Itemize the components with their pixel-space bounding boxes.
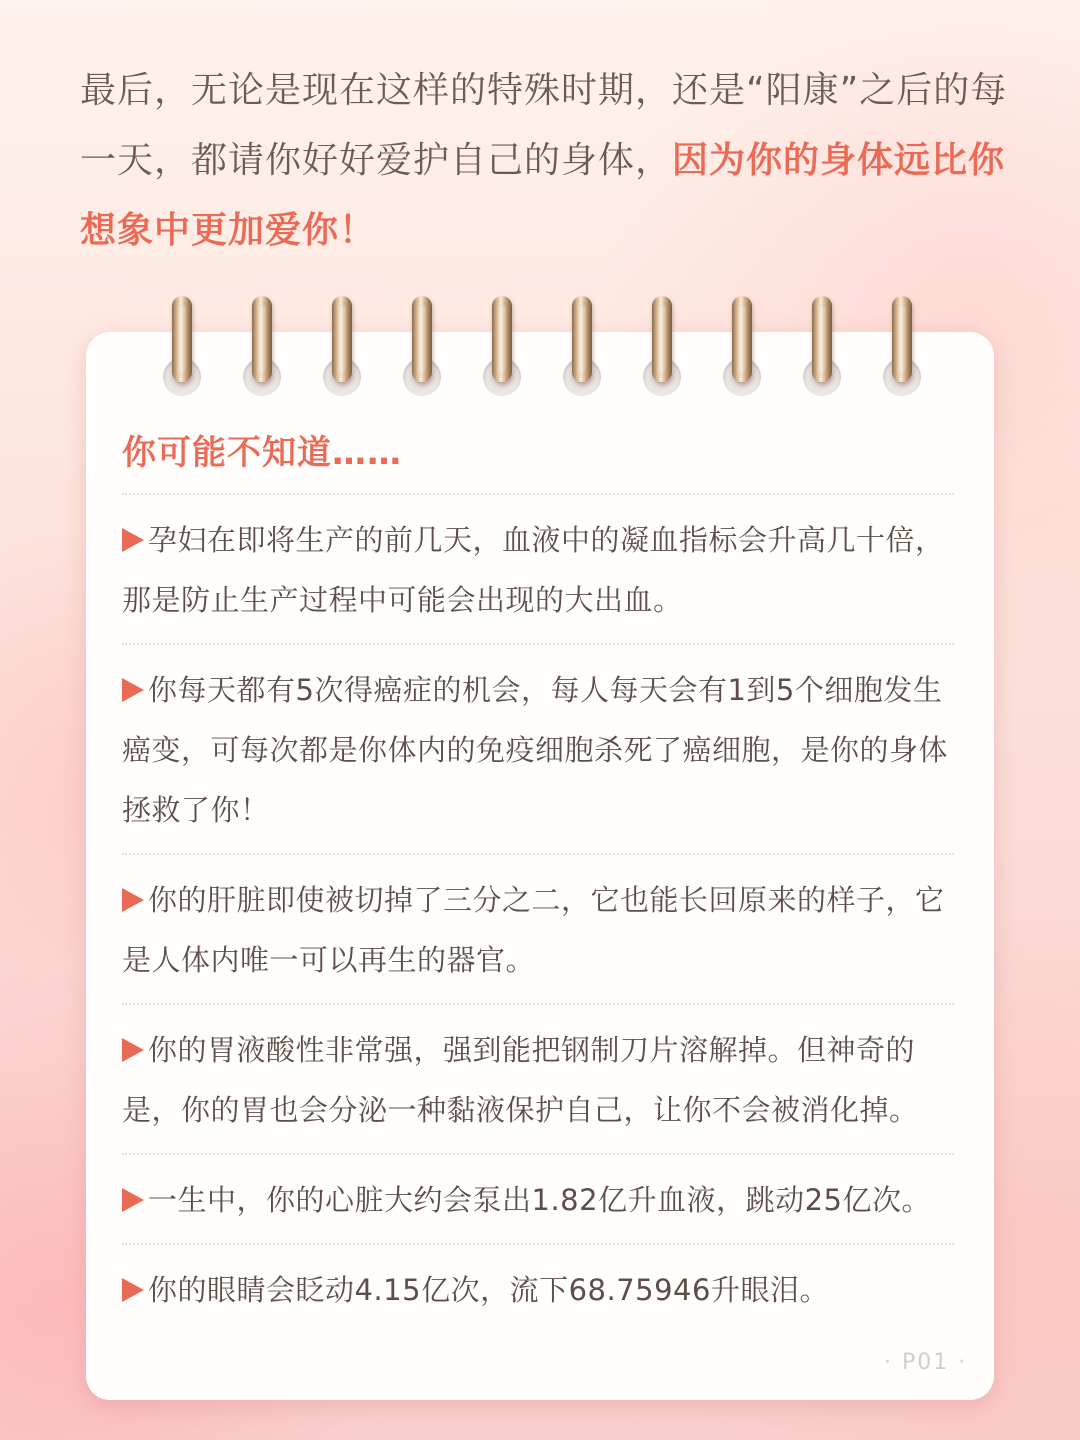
fact-text: 你的胃液酸性非常强，强到能把钢制刀片溶解掉。但神奇的是，你的胃也会分泌一种黏液保护自己，让你不会被消化掉。 — [122, 1033, 919, 1127]
fact-text: 一生中，你的心脏大约会泵出1.82亿升血液，跳动25亿次。 — [148, 1183, 931, 1217]
binder-ring-icon — [332, 296, 352, 382]
play-triangle-icon — [122, 678, 144, 702]
fact-item-1 — [122, 510, 962, 630]
fact-item-2 — [122, 660, 962, 840]
divider — [122, 643, 954, 645]
binder-ring-icon — [412, 296, 432, 382]
divider — [122, 1153, 954, 1155]
fact-item-4 — [122, 1020, 962, 1140]
card-title: 你可能不知道…… — [122, 433, 402, 473]
divider — [122, 493, 954, 495]
page-number: · P01 · — [884, 1350, 968, 1375]
divider — [122, 1243, 954, 1245]
play-triangle-icon — [122, 528, 144, 552]
binder-ring-icon — [172, 296, 192, 382]
binder-ring-icon — [732, 296, 752, 382]
fact-text: 孕妇在即将生产的前几天，血液中的凝血指标会升高几十倍，那是防止生产过程中可能会出现的大出血。 — [122, 523, 945, 617]
fact-text: 你的肝脏即使被切掉了三分之二，它也能长回原来的样子，它是人体内唯一可以再生的器官。 — [122, 883, 945, 977]
binder-ring-icon — [492, 296, 512, 382]
play-triangle-icon — [122, 888, 144, 912]
fact-item-6 — [122, 1260, 962, 1320]
play-triangle-icon — [122, 1038, 144, 1062]
fact-text: 你每天都有5次得癌症的机会，每人每天会有1到5个细胞发生癌变，可每次都是你体内的免疫细胞杀死了癌细胞，是你的身体拯救了你！ — [122, 673, 949, 827]
binder-ring-icon — [812, 296, 832, 382]
intro-paragraph — [80, 56, 1010, 266]
play-triangle-icon — [122, 1188, 144, 1212]
intro-text: 最后，无论是现在这样的特殊时期，还是“阳康”之后的每一天，都请你好好爱护自己的身体， — [80, 70, 1008, 181]
play-triangle-icon — [122, 1278, 144, 1302]
binder-ring-icon — [572, 296, 592, 382]
divider — [122, 1003, 954, 1005]
fact-text: 你的眼睛会眨动4.15亿次，流下68.75946升眼泪。 — [148, 1273, 829, 1307]
binder-ring-icon — [652, 296, 672, 382]
fact-item-3 — [122, 870, 962, 990]
intro-highlight: 因为你的身体远比你想象中更加爱你！ — [80, 140, 1006, 251]
fact-item-5 — [122, 1170, 962, 1230]
binder-ring-icon — [892, 296, 912, 382]
binder-ring-icon — [252, 296, 272, 382]
divider — [122, 853, 954, 855]
